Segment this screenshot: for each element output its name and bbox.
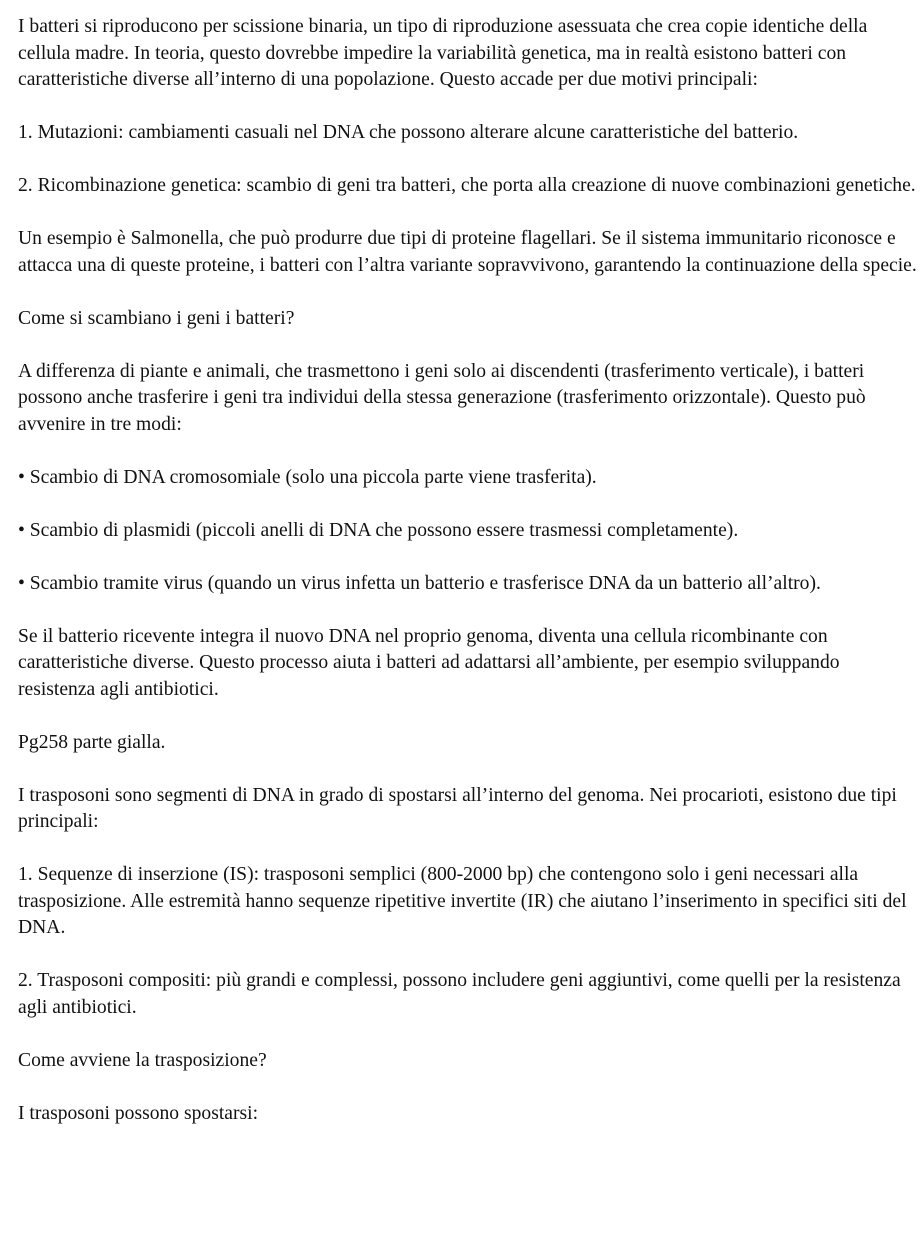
paragraph-gap: [18, 491, 918, 518]
bullet-virus: • Scambio tramite virus (quando un virus infetta un batterio e trasferisce DNA da un batterio all’altro).: [18, 572, 821, 594]
page-reference-note: Pg258 parte gialla.: [18, 731, 166, 753]
paragraph-gap: [18, 94, 918, 121]
paragraph-salmonella-example: Un esempio è Salmonella, che può produrre due tipi di proteine flagellari. Se il sistema immunitario riconosce e attacca una di queste proteine, i batteri con l’altra variante sopravvivono, garantendo la continuazione della specie.: [18, 228, 917, 276]
bullet-chromosomal-dna: • Scambio di DNA cromosomiale (solo una piccola parte viene trasferita).: [18, 466, 597, 488]
paragraph-gap: [18, 332, 918, 359]
document-body: [18, 14, 918, 1127]
paragraph-gap: [18, 147, 918, 174]
paragraph-intro: I batteri si riproducono per scissione binaria, un tipo di riproduzione asessuata che crea copie identiche della cellula madre. In teoria, questo dovrebbe impedire la variabilità genetica, ma in realtà esistono batteri con caratteristiche diverse all’interno di una popolazione. Questo accade per due motivi principali:: [18, 16, 868, 90]
paragraph-recombinant-cell: Se il batterio ricevente integra il nuovo DNA nel proprio genoma, diventa una cellula ricombinante con caratteristiche diverse. Questo processo aiuta i batteri ad adattarsi all’ambiente, per esempio sviluppando resistenza agli antibiotici.: [18, 625, 840, 700]
paragraph-gap: [18, 438, 918, 465]
paragraph-insertion-sequences: 1. Sequenze di inserzione (IS): trasposoni semplici (800-2000 bp) che contengono solo i geni necessari alla trasposizione. Alle estremità hanno sequenze ripetitive invertite (IR) che aiutano l’inserimento in specifici siti del DNA.: [18, 864, 907, 938]
paragraph-gap: [18, 200, 918, 227]
question-transposition: Come avviene la trasposizione?: [18, 1049, 267, 1071]
paragraph-gap: [18, 1021, 918, 1048]
paragraph-gap: [18, 597, 918, 624]
paragraph-transposons-move: I trasposoni possono spostarsi:: [18, 1102, 259, 1124]
bullet-plasmids: • Scambio di plasmidi (piccoli anelli di DNA che possono essere trasmessi completamente).: [18, 519, 739, 541]
paragraph-horizontal-transfer: A differenza di piante e animali, che trasmettono i geni solo ai discendenti (trasferimento verticale), i batteri possono anche trasferire i geni tra individui della stessa generazione (trasferimento orizzontale). Questo può avvenire in tre modi:: [18, 360, 866, 435]
paragraph-gap: [18, 756, 918, 783]
paragraph-gap: [18, 279, 918, 306]
paragraph-mutations: 1. Mutazioni: cambiamenti casuali nel DNA che possono alterare alcune caratteristiche del batterio.: [18, 122, 799, 143]
paragraph-transposons: I trasposoni sono segmenti di DNA in grado di spostarsi all’interno del genoma. Nei procarioti, esistono due tipi principali:: [18, 784, 897, 832]
paragraph-gap: [18, 836, 918, 863]
paragraph-recombination: 2. Ricombinazione genetica: scambio di geni tra batteri, che porta alla creazione di nuove combinazioni genetiche.: [18, 175, 916, 196]
paragraph-gap: [18, 1074, 918, 1101]
paragraph-gap: [18, 703, 918, 730]
paragraph-composite-transposons: 2. Trasposoni compositi: più grandi e complessi, possono includere geni aggiuntivi, come quelli per la resistenza agli antibiotici.: [18, 970, 901, 1018]
paragraph-gap: [18, 544, 918, 571]
question-gene-exchange: Come si scambiano i geni i batteri?: [18, 307, 295, 329]
paragraph-gap: [18, 942, 918, 969]
